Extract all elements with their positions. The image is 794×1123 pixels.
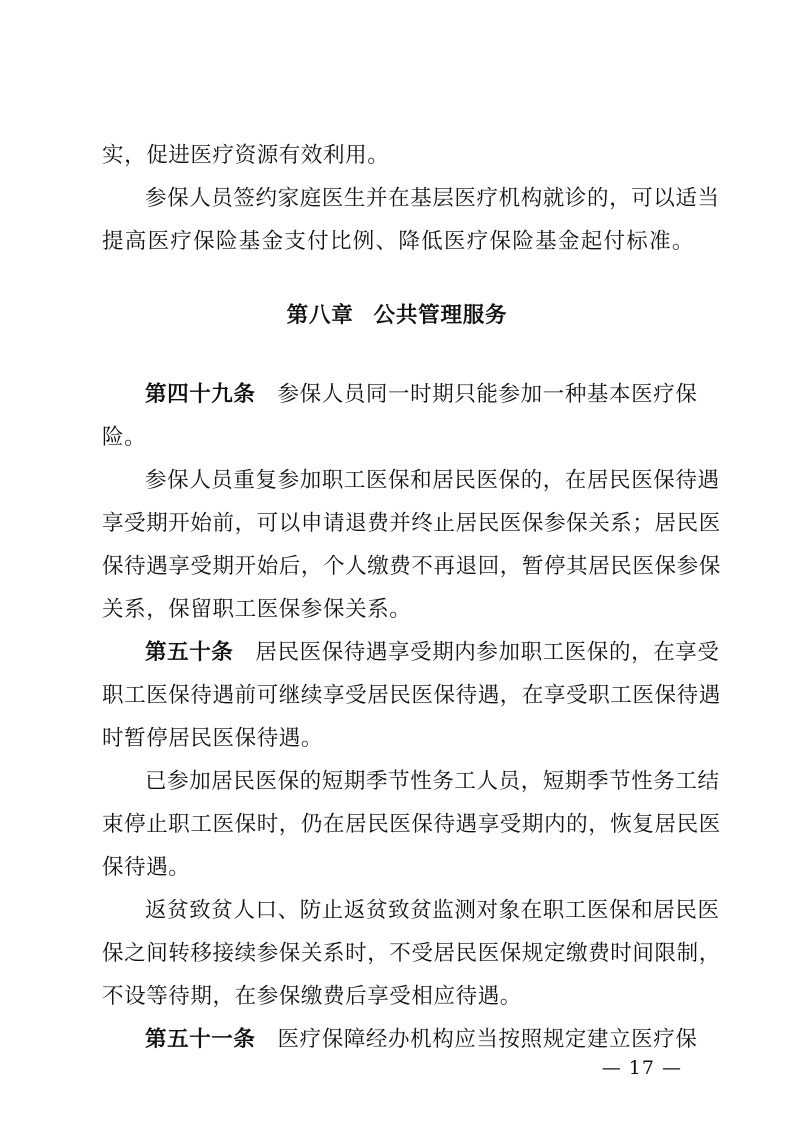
text-line: 关系，保留职工医保参保关系。 <box>102 597 412 622</box>
text-line: 束停止职工医保时，仍在居民医保待遇享受期内的，恢复居民医 <box>102 812 721 837</box>
text-line: 不设等待期，在参保缴费后享受相应待遇。 <box>102 984 522 1009</box>
chapter-title: 公共管理服务 <box>373 303 508 328</box>
chapter-number: 第八章 <box>286 303 354 328</box>
article-line <box>145 638 720 668</box>
article-text: 参保人员同一时期只能参加一种基本医疗保 <box>277 382 698 407</box>
text-line: 保之间转移接续参保关系时，不受居民医保规定缴费时间限制， <box>102 941 721 966</box>
text-line: 参保人员签约家庭医生并在基层医疗机构就诊的，可以适当 <box>145 186 720 211</box>
text-line: 时暂停居民医保待遇。 <box>102 726 324 751</box>
article-text: 医疗保障经办机构应当按照规定建立医疗保 <box>277 1027 698 1052</box>
text-line: 实，促进医疗资源有效利用。 <box>102 143 390 168</box>
text-line: 险。 <box>102 425 147 450</box>
article-label: 第五十条 <box>145 640 234 665</box>
article-line <box>145 380 698 410</box>
text-line: 返贫致贫人口、防止返贫致贫监测对象在职工医保和居民医 <box>145 898 720 923</box>
text-line: 保待遇。 <box>102 855 191 880</box>
text-line: 已参加居民医保的短期季节性务工人员，短期季节性务工结 <box>145 769 720 794</box>
article-label: 第五十一条 <box>145 1027 256 1052</box>
text-line: 享受期开始前，可以申请退费并终止居民医保参保关系；居民医 <box>102 511 721 536</box>
text-line: 参保人员重复参加职工医保和居民医保的，在居民医保待遇 <box>145 468 720 493</box>
text-line: 保待遇享受期开始后，个人缴费不再退回，暂停其居民医保参保 <box>102 554 721 579</box>
article-label: 第四十九条 <box>145 382 256 407</box>
article-text: 居民医保待遇享受期内参加职工医保的，在享受 <box>255 640 720 665</box>
page-number: — 17 — <box>601 1057 682 1079</box>
article-line <box>145 1025 698 1055</box>
text-line: 职工医保待遇前可继续享受居民医保待遇，在享受职工医保待遇 <box>102 683 721 708</box>
text-line: 提高医疗保险基金支付比例、降低医疗保险基金起付标准。 <box>102 229 694 254</box>
chapter-heading <box>0 301 794 331</box>
